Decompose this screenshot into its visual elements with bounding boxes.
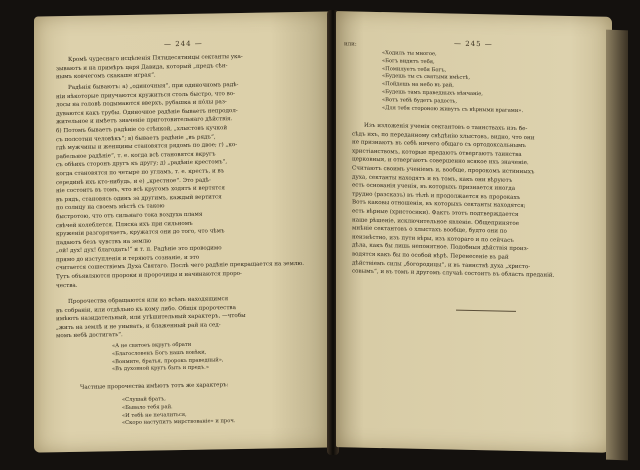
- text-line: Считаютъ своимъ ученіемъ и, вообще, пророкомъ истинныхъ: [352, 165, 535, 176]
- text-line: Изъ изложенія ученія сектантовъ о таинствахъ изъ бе-: [364, 122, 528, 133]
- text-line: Вотъ каковы отношенія, въ которыхъ сектанты находятся;: [352, 199, 526, 210]
- paragraph: [56, 380, 312, 393]
- text-line: круженіи разгорячаетъ, кружатся они до того, что чѣмъ: [56, 228, 225, 238]
- text-line: свѣчей колеблется. Пляска ихъ при сильномъ: [56, 220, 193, 229]
- verse-line: «Ходилъ ты многое,: [382, 50, 437, 58]
- verse-line: «Богъ видитъ тебя,: [382, 57, 435, 65]
- verse-line: «Скоро наступитъ мирствованіе» и проч.: [122, 418, 236, 427]
- verse-line: «Слушай братъ,: [122, 396, 166, 404]
- verse-line: «И тебѣ не печалиться,: [122, 411, 187, 419]
- text-line: рабельное радѣніе“, т. е. когда всѣ становятся вкругъ: [56, 151, 216, 160]
- text-line: зываютъ и на примѣръ царя Давида, который „предъ сѣн-: [56, 62, 228, 72]
- text-line: трудно (разсказъ) въ тѣлѣ и продолжается въ пророкахъ: [352, 191, 521, 201]
- verse-block: [382, 50, 523, 115]
- text-line: съ обѣихъ сторонъ другъ къ другу; д) „радѣніе крестомъ“,: [56, 159, 228, 169]
- text-line: гдѣ мужчины и женщины становятся рядомъ по двое; г) „ко-: [56, 142, 238, 152]
- text-line: нымъ ковчегомъ скакаше играя“.: [56, 72, 156, 81]
- text-line: „жить на землѣ и не унывать, и блаженный рай на сед-: [56, 322, 221, 331]
- text-line: имѣютъ назидательный, или утѣшительный характеръ, —чтобы: [56, 313, 246, 323]
- text-line: прямо до изступленія и теряютъ сознаніе, и это: [56, 254, 200, 264]
- verse-line: «Въ духовной кругъ быть и предъ.»: [112, 364, 209, 373]
- page-edge: [606, 30, 628, 461]
- text-line: Тутъ объявляются пророки и пророчицы и начинаются проро-: [56, 271, 242, 281]
- text-line: Радѣнія бываютъ: а) „одиночныя“, при одиночномъ радѣ-: [68, 82, 239, 91]
- text-line: момъ небѣ достигать“.: [56, 332, 123, 340]
- text-line: дѣйствіемъ силы „богородицы“, и въ таинствѣ духа „христо-: [352, 259, 531, 270]
- section-divider: [456, 310, 516, 312]
- text-line: совымъ“, и въ томъ и другомъ случаѣ состоитъ въ область преданій.: [352, 268, 555, 279]
- verse-line: «Благословенъ Богъ нашъ вовѣки,: [112, 349, 207, 358]
- text-line: Частные пророчества имѣютъ тотъ же характеръ:: [80, 382, 229, 391]
- text-line: б) Потомъ бываетъ радѣніе со стѣнкой, „хлыстовъ кучкой: [56, 125, 228, 135]
- text-line: по солнцу на своемъ мѣстѣ съ такою: [56, 203, 165, 212]
- verse-block: [112, 341, 224, 374]
- text-line: не признаютъ въ себѣ ничего общаго съ ортодоксальнымъ: [352, 139, 526, 150]
- page-number-left: — 244 —: [164, 39, 203, 49]
- running-head: или:: [344, 41, 357, 48]
- paragraph: [56, 80, 312, 291]
- text-line: ніи нѣкоторые приучаются кружиться столь быстро, что во-: [56, 90, 236, 100]
- text-line: лосы на головѣ подымаются вверхъ, рубашка и пóлы раз-: [56, 99, 227, 109]
- left-page: [34, 11, 330, 452]
- text-line: сѣдъ ихъ, по переданному свѣдѣнію хлыстовъ, видно, что они: [352, 131, 535, 141]
- verse-line: «Будешь ты съ святыми вмѣстѣ,: [382, 73, 470, 82]
- paragraph: [56, 294, 312, 341]
- text-line: духа, сектанты находятъ и въ томъ, какъ они вѣруютъ: [352, 174, 513, 184]
- text-line: Пророчества обращаются или ко всѣмъ находящимся: [68, 296, 229, 305]
- text-line: чества.: [56, 282, 78, 289]
- text-line: въ собраніи, или отдѣльно къ кому либо. Общія пророчества: [56, 304, 236, 314]
- verse-line: «Пойдешь на небо въ рай,: [382, 81, 454, 89]
- paragraph: [56, 52, 312, 82]
- text-line: въ рядъ, становясь одинъ за другимъ, каждый вертится: [56, 194, 222, 203]
- verse-line: «Вонмите, братья, пророкъ праведный»,: [112, 356, 224, 365]
- page-number-right: — 245 —: [454, 39, 493, 49]
- text-line: „ой! дух! дух! благодать!“ и т. п. Радѣніе это проводимо: [56, 245, 222, 255]
- text-line: считается сошествіемъ Духа Святаго. Послѣ чего радѣніе прекращается на землю.: [56, 261, 305, 272]
- text-line: съ полсотни человѣкъ“; в) бываетъ радѣніе „въ рядъ“,: [56, 133, 216, 143]
- verse-line: «А не святоеъ вкругъ обрати: [112, 341, 192, 350]
- text-line: есть основанія ученія, въ которыхъ признается иногда: [352, 182, 516, 193]
- text-line: неизвѣстно, изъ пути вѣры, изъ котораго и по сейчасъ: [352, 234, 514, 244]
- verse-line: «Помилуетъ тебя Богъ,: [382, 65, 447, 74]
- text-line: наше рѣшеніе, исключительное явленіе. Общепринятое: [352, 216, 520, 227]
- verse-block: [122, 395, 235, 428]
- text-line: Кромѣ чудеснаго исцѣленія Пятидесятницы сектанты ука-: [68, 53, 243, 63]
- text-line: серединѣ ихъ кто-нибудь, и е) „крестное“. Это радѣ-: [56, 177, 211, 186]
- right-page: [336, 11, 612, 453]
- text-line: мнѣніе сектантовъ о хлыстахъ вообще, будто они по: [352, 225, 507, 235]
- paragraph: [352, 121, 594, 281]
- verse-line: «Вотъ тебѣ будетъ радость,: [382, 96, 458, 105]
- text-line: христіанствомъ, которые предаютъ отвергаютъ таинства: [352, 148, 522, 158]
- text-line: есть вѣрные (христосики). Фактъ этотъ подтверждается: [352, 208, 519, 218]
- text-line: падаютъ безъ чувствъ на землю: [56, 238, 152, 246]
- verse-line: «Будешь тамъ праведныхъ вѣнчаніе,: [382, 89, 483, 98]
- text-line: дѣла, какъ бы лишь непонятное. Подобныя дѣйствія произ-: [352, 242, 529, 253]
- verse-line: «Для тебя стороною живутъ съ вѣрными врагами».: [382, 104, 524, 114]
- text-line: ніе состоитъ въ томъ, что всѣ кругомъ ходятъ и вертятся: [56, 185, 225, 195]
- verse-line: «Бывало тебя рай.: [122, 403, 173, 411]
- text-line: когда становятся по четыре по угламъ, т. е. крестъ, и въ: [56, 168, 225, 178]
- text-line: дуваются какъ трубы. Одиночное радѣніе бываетъ непродол-: [56, 107, 238, 117]
- text-line: церковныя, и отвергаютъ совершенно всякое ихъ значеніе.: [352, 156, 529, 167]
- text-line: быстротою, что отъ сильнаго тока воздуха пламя: [56, 211, 203, 221]
- text-line: жительное и имѣетъ значеніе приготовительнаго дѣйствія.: [56, 116, 233, 126]
- text-line: водятся какъ бы по особой вѣрѣ. Перенесеніе въ рай: [352, 251, 509, 261]
